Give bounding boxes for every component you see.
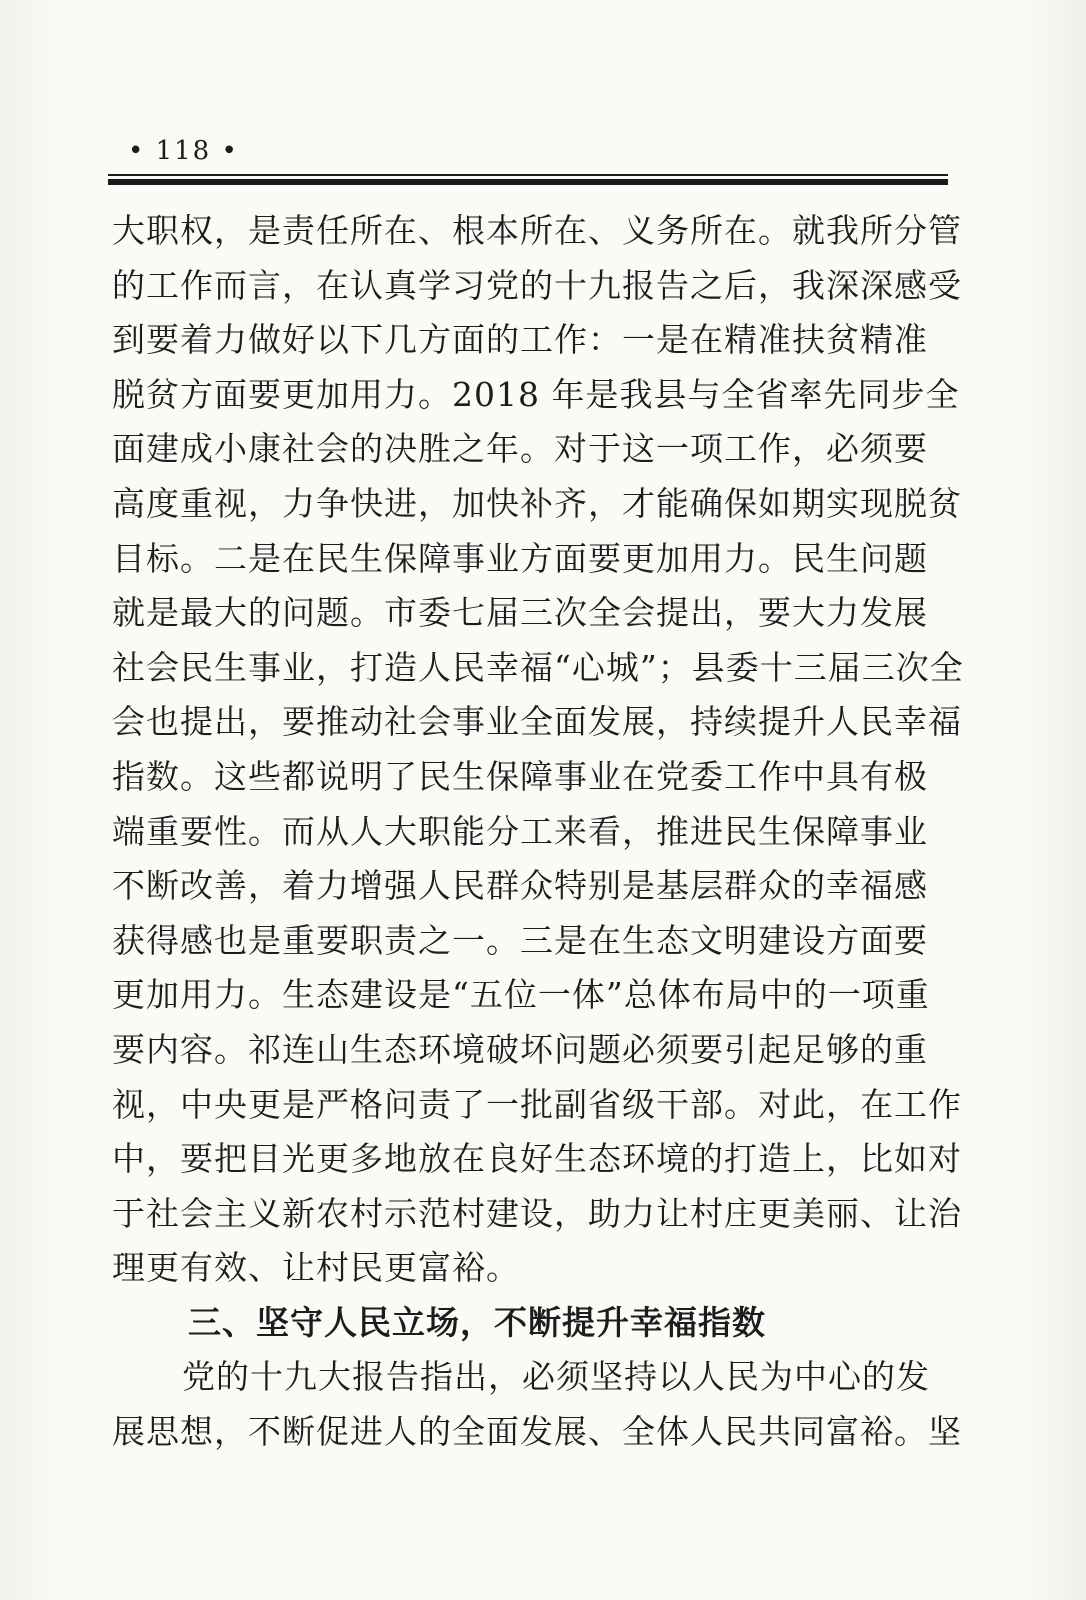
text-line: 社会民生事业，打造人民幸福“心城”；县委十三届三次全 [112,647,964,687]
text-line: 展思想，不断促进人的全面发展、全体人民共同富裕。坚 [112,1412,962,1452]
text-line: 视，中央更是严格问责了一批副省级干部。对此，在工作 [112,1084,962,1124]
text-line: 大职权，是责任所在、根本所在、义务所在。就我所分管 [112,211,962,250]
header-rule-thin [108,174,948,176]
header-rule-thick [108,179,948,185]
text-line: 面建成小康社会的决胜之年。对于这一项工作，必须要 [112,429,928,469]
text-line: 获得感也是重要职责之一。三是在生态文明建设方面要 [112,920,928,960]
text-line: 就是最大的问题。市委七届三次全会提出，要大力发展 [112,593,928,633]
section-heading: 三、坚守人民立场，不断提升幸福指数 [188,1302,766,1342]
text-line: 党的十九大报告指出，必须坚持以人民为中心的发 [182,1357,930,1397]
page-number: • 118 • [128,136,239,166]
text-line: 中，要把目光更多地放在良好生态环境的打造上，比如对 [112,1139,962,1179]
text-line: 会也提出，要推动社会事业全面发展，持续提升人民幸福 [112,702,962,742]
text-line: 不断改善，着力增强人民群众特别是基层群众的幸福感 [112,866,928,906]
running-head [118,132,948,172]
text-line: 要内容。祁连山生态环境破坏问题必须要引起足够的重 [112,1029,928,1069]
text-line: 到要着力做好以下几方面的工作：一是在精准扶贫精准 [112,320,928,360]
text-line: 指数。这些都说明了民生保障事业在党委工作中具有极 [112,756,928,796]
text-line: 脱贫方面要更加用力。2018 年是我县与全省率先同步全 [112,374,960,414]
body-text [112,204,964,1460]
text-line: 理更有效、让村民更富裕。 [112,1248,520,1288]
text-line: 高度重视，力争快进，加快补齐，才能确保如期实现脱贫 [112,483,962,523]
text-line: 目标。二是在民生保障事业方面要更加用力。民生问题 [112,538,928,578]
text-line: 更加用力。生态建设是“五位一体”总体布局中的一项重 [112,975,930,1015]
text-line: 端重要性。而从人大职能分工来看，推进民生保障事业 [112,811,928,851]
text-line: 的工作而言，在认真学习党的十九报告之后，我深深感受 [112,265,962,305]
text-line: 于社会主义新农村示范村建设，助力让村庄更美丽、让治 [112,1193,962,1233]
